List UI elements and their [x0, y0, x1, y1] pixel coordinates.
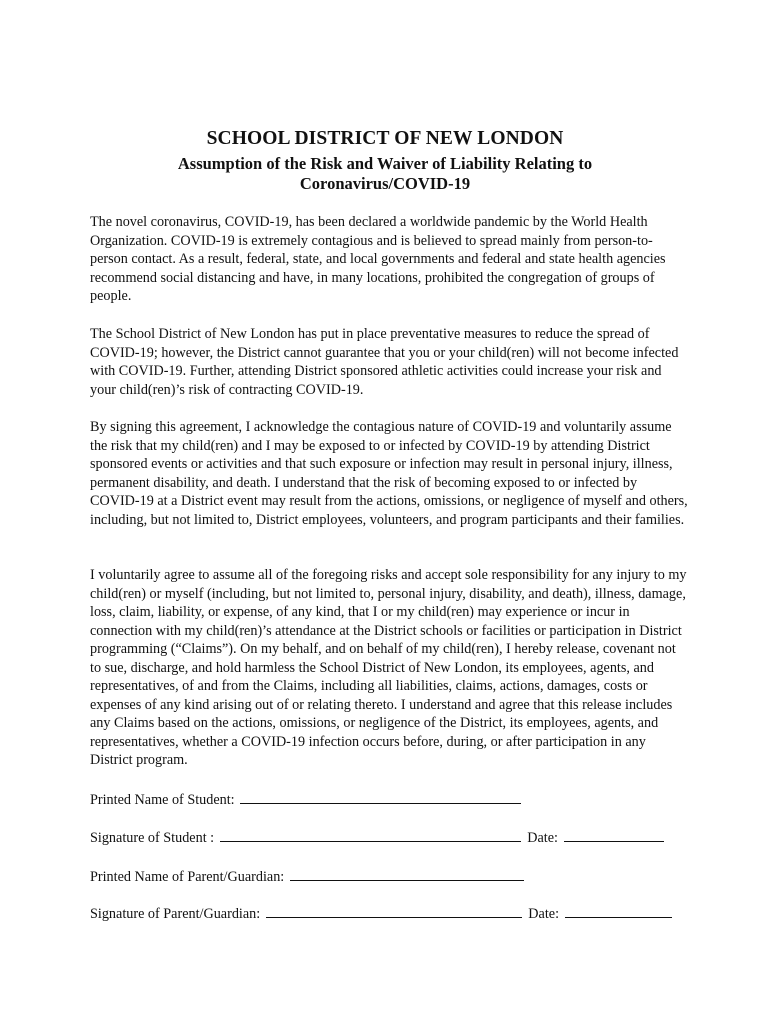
student-signature-label: Signature of Student :: [90, 830, 215, 846]
parent-signature-label: Signature of Parent/Guardian:: [90, 906, 261, 922]
paragraph-release-of-liability: I voluntarily agree to assume all of the foregoing risks and accept sole responsibility for any injury to my child(ren) or myself (including, but not limited to, personal injury, disability, and death), illness, damage, loss, claim, liability, or expense, of any kind, that I or my child(ren) may experience or incur in connection with my child(ren)’s attendance at the District schools or facilities or participation in District programming (“Claims”). On my behalf, and on behalf of my child(ren), I hereby release, covenant not to sue, discharge, and hold harmless the School District of New London, its employees, agents, and representatives, of and from the Claims, including all liabilities, claims, actions, damages, costs or expenses of any kind arising out of or relating thereto. I understand and agree that this release includes any Claims based on the actions, omissions, or negligence of the District, its employees, agents, and representatives, whether a COVID-19 infection occurs before, during, or after participation in any District program.: [90, 567, 687, 768]
student-name-row: [90, 789, 521, 809]
document-subtitle: [0, 154, 770, 194]
parent-date-field[interactable]: [565, 903, 672, 918]
paragraph-assumption-of-risk: By signing this agreement, I acknowledge the contagious nature of COVID-19 and voluntarily assume the risk that my child(ren) and I may be exposed to or infected by COVID-19 by attending District sponsored events or activities and that such exposure or infection may result in personal injury, illness, permanent disability, and death. I understand that the risk of becoming exposed to or infected by COVID-19 at a District event may result from the actions, omissions, or negligence of myself and others, including, but not limited to, District employees, volunteers, and program participants and their families.: [90, 419, 688, 528]
parent-signature-row: [90, 903, 672, 923]
student-date-label: Date:: [527, 830, 558, 846]
document-title: SCHOOL DISTRICT OF NEW LONDON: [206, 128, 564, 149]
subtitle-line-1: Assumption of the Risk and Waiver of Liability Relating to: [177, 154, 593, 173]
parent-name-field[interactable]: [290, 866, 524, 881]
student-signature-field[interactable]: [220, 827, 521, 842]
student-name-label: Printed Name of Student:: [90, 792, 235, 808]
subtitle-line-2: Coronavirus/COVID-19: [299, 174, 471, 193]
student-date-field[interactable]: [564, 827, 664, 842]
paragraph-preventative-measures: The School District of New London has put in place preventative measures to reduce the spread of COVID-19; however, the District cannot guarantee that you or your child(ren) will not become infected with COVID-19. Further, attending District sponsored athletic activities could increase your risk and your child(ren)’s risk of contracting COVID-19.: [90, 326, 679, 398]
parent-date-label: Date:: [528, 906, 560, 922]
student-signature-row: [90, 827, 664, 847]
parent-name-label: Printed Name of Parent/Guardian:: [90, 869, 285, 885]
paragraph-pandemic-declaration: The novel coronavirus, COVID-19, has been declared a worldwide pandemic by the World Health Organization. COVID-19 is extremely contagious and is believed to spread mainly from person-to-person contact. As a result, federal, state, and local governments and federal and state health agencies recommend social distancing and have, in many locations, prohibited the congregation of groups of people.: [90, 214, 666, 304]
parent-signature-field[interactable]: [266, 903, 522, 918]
parent-name-row: [90, 866, 524, 886]
student-name-field[interactable]: [240, 789, 521, 804]
